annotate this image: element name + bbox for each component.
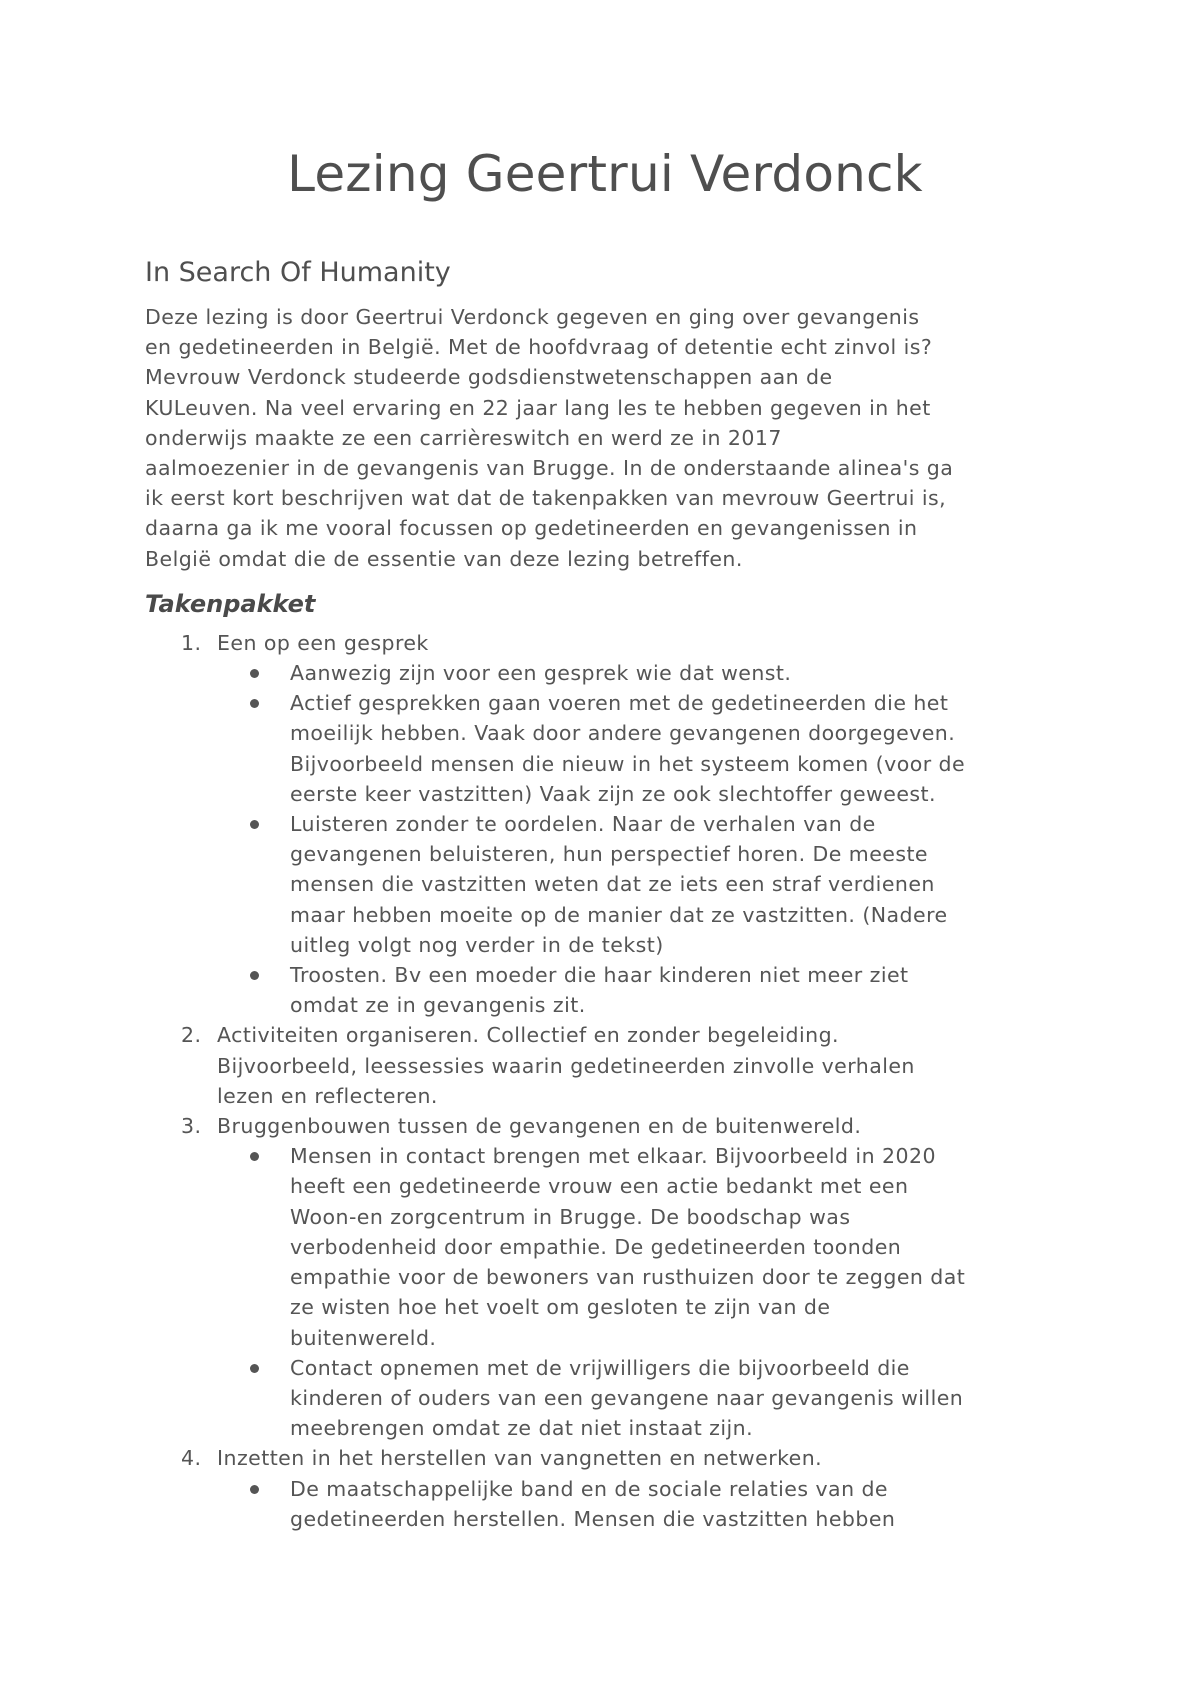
list-number: 3. [181,1114,202,1139]
text-line: gevangenen beluisteren, hun perspectief horen. De meeste [290,842,928,867]
document-subtitle: In Search Of Humanity [145,257,451,288]
text-line: Inzetten in het herstellen van vangnetten en netwerken. [217,1446,823,1471]
text-line: Mensen in contact brengen met elkaar. Bijvoorbeeld in 2020 [290,1144,936,1169]
text-line: empathie voor de bewoners van rusthuizen door te zeggen dat [290,1265,966,1290]
text-line: Luisteren zonder te oordelen. Naar de verhalen van de [290,812,876,837]
text-line: KULeuven. Na veel ervaring en 22 jaar lang les te hebben gegeven in het [145,395,931,420]
text-line: De maatschappelijke band en de sociale relaties van de [290,1476,888,1501]
text-line: Actief gesprekken gaan voeren met de gedetineerden die het [290,691,949,716]
bullet-dot-icon [250,1364,259,1373]
document-page [145,138,1065,1534]
text-line: meebrengen omdat ze dat niet instaat zijn. [290,1416,754,1441]
bullet-dot-icon [250,699,259,708]
text-line: verbodenheid door empathie. De gedetineerden toonden [290,1234,902,1259]
text-line: Bijvoorbeeld mensen die nieuw in het systeem komen (voor de [290,751,966,776]
list-item [145,1020,1065,1111]
bullet-item [217,1474,1065,1534]
text-line: Bruggenbouwen tussen de gevangenen en de buitenwereld. [217,1114,862,1139]
text-line: Mevrouw Verdonck studeerde godsdienstwetenschappen aan de [145,365,833,390]
bullet-item [217,809,1065,960]
text-line: Activiteiten organiseren. Collectief en zonder begeleiding. [217,1023,840,1048]
text-line: ik eerst kort beschrijven wat dat de takenpakken van mevrouw Geertrui is, [145,486,947,511]
bullet-item [217,1353,1065,1444]
list-item [145,628,1065,1021]
text-line: ze wisten hoe het voelt om gesloten te zijn van de [290,1295,831,1320]
text-line: Troosten. Bv een moeder die haar kinderen niet meer ziet [290,963,909,988]
text-line: lezen en reflecteren. [217,1083,438,1108]
task-list [145,628,1065,1534]
text-line: mensen die vastzitten weten dat ze iets een straf verdienen [290,872,935,897]
text-line: heeft een gedetineerde vrouw een actie bedankt met een [290,1174,909,1199]
text-line: en gedetineerden in België. Met de hoofdvraag of detentie echt zinvol is? [145,335,933,360]
text-line: Een op een gesprek [217,630,429,655]
document-title: Lezing Geertrui Verdonck [287,145,923,203]
bullet-dot-icon [250,971,259,980]
bullet-item [217,1141,1065,1352]
bullet-dot-icon [250,1485,259,1494]
section-heading-takenpakket: Takenpakket [145,589,316,618]
text-line: Contact opnemen met de vrijwilligers die bijvoorbeeld die [290,1355,910,1380]
bullet-dot-icon [250,820,259,829]
list-number: 2. [181,1023,202,1048]
text-line: eerste keer vastzitten) Vaak zijn ze ook slechtoffer geweest. [290,781,936,806]
bullet-item [217,960,1065,1020]
text-line: kinderen of ouders van een gevangene naar gevangenis willen [290,1385,964,1410]
text-line: onderwijs maakte ze een carrièreswitch en werd ze in 2017 [145,425,782,450]
text-line: moeilijk hebben. Vaak door andere gevangenen doorgegeven. [290,721,956,746]
list-number: 4. [181,1446,202,1471]
list-item [145,1111,1065,1443]
text-line: daarna ga ik me vooral focussen op gedetineerden en gevangenissen in [145,516,918,541]
bullet-dot-icon [250,1152,259,1161]
bullet-dot-icon [250,669,259,678]
intro-paragraph [145,302,1065,574]
text-line: omdat ze in gevangenis zit. [290,993,586,1018]
bullet-item [217,688,1065,809]
text-line: België omdat die de essentie van deze lezing betreffen. [145,546,743,571]
text-line: Woon-en zorgcentrum in Brugge. De boodschap was [290,1204,851,1229]
text-line: Deze lezing is door Geertrui Verdonck gegeven en ging over gevangenis [145,305,920,329]
list-item [145,1443,1065,1534]
bullet-item [217,658,1065,688]
list-number: 1. [181,630,202,655]
text-line: Aanwezig zijn voor een gesprek wie dat wenst. [290,661,792,686]
text-line: gedetineerden herstellen. Mensen die vastzitten hebben [290,1506,896,1531]
text-line: uitleg volgt nog verder in de tekst) [290,932,664,957]
text-line: aalmoezenier in de gevangenis van Brugge. In de onderstaande alinea's ga [145,456,954,481]
text-line: buitenwereld. [290,1325,437,1350]
text-line: maar hebben moeite op de manier dat ze vastzitten. (Nadere [290,902,948,927]
text-line: Bijvoorbeeld, leessessies waarin gedetineerden zinvolle verhalen [217,1053,915,1078]
